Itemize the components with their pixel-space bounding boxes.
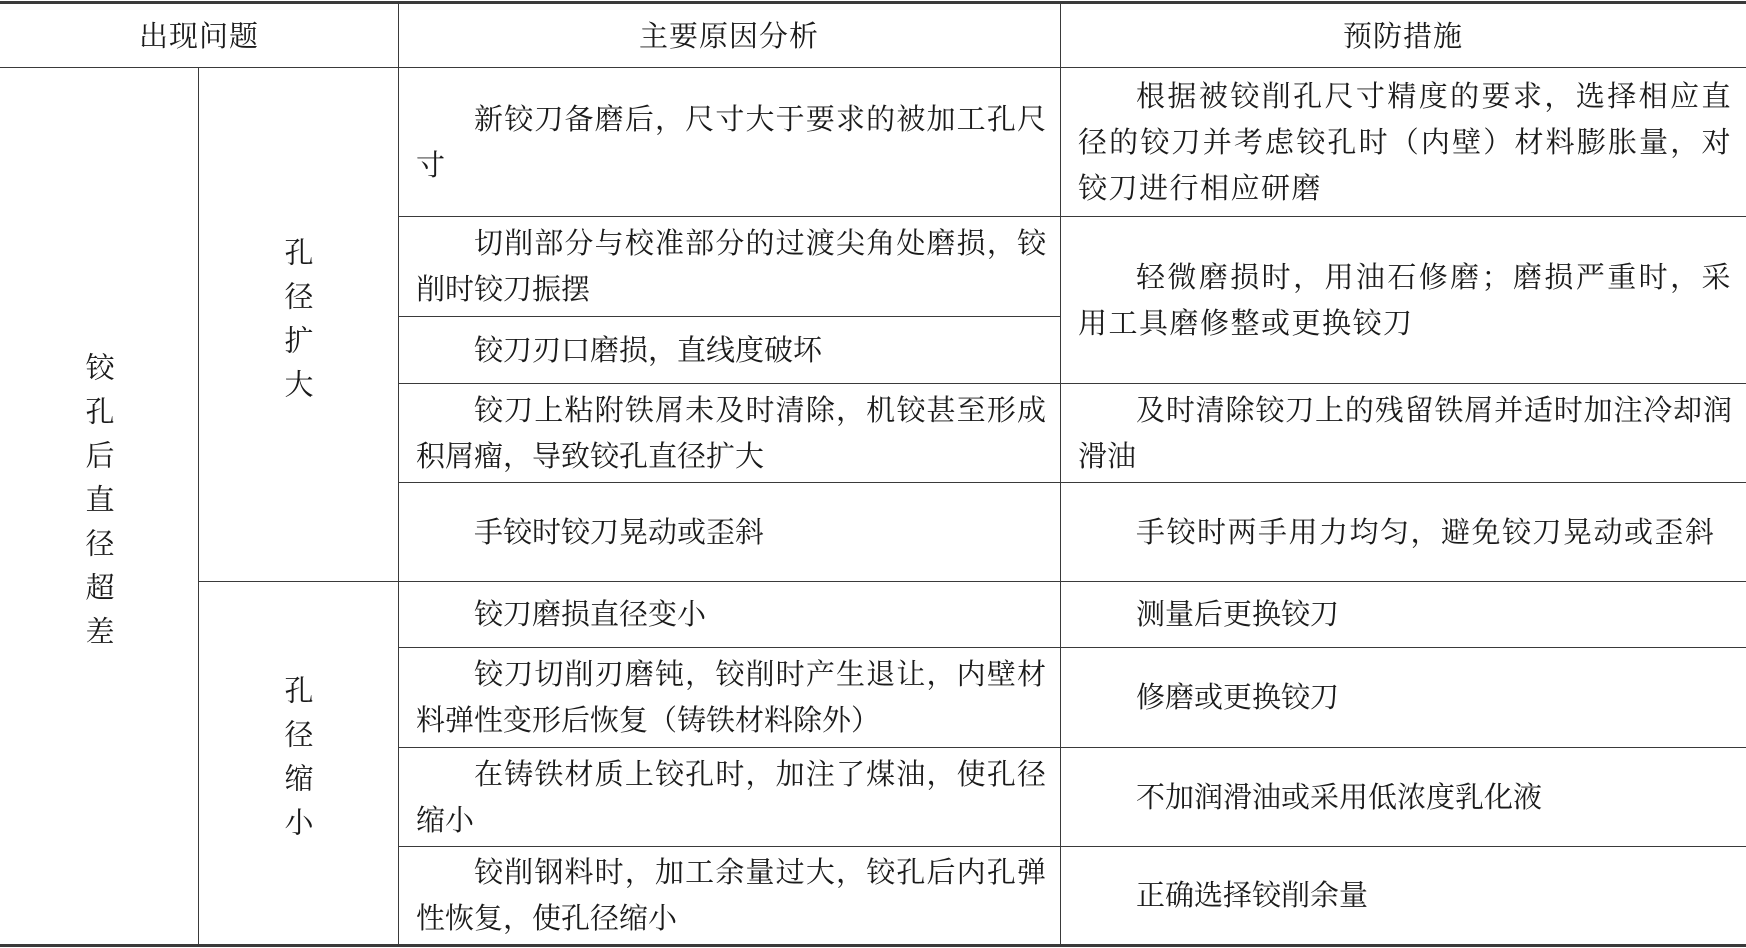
prevention-cell: [1060, 747, 1746, 846]
cause-text: 切削部分与校准部分的过渡尖角处磨损，铰削时铰刀振摆: [416, 226, 1046, 306]
prevention-text: 正确选择铰削余量: [1136, 878, 1369, 912]
prevention-text: 手铰时两手用力均匀，避免铰刀晃动或歪斜: [1136, 514, 1716, 549]
cause-text: 铰刀切削刃磨钝，铰削时产生退让，内壁材料弹性变形后恢复（铸铁材料除外）: [416, 657, 1046, 737]
prevention-text: 轻微磨损时，用油石修磨；磨损严重时，采用工具磨修整或更换铰刀: [1078, 259, 1732, 340]
cause-cell: [398, 846, 1060, 944]
prevention-text: 不加润滑油或采用低浓度乳化液: [1136, 779, 1543, 814]
cause-text: 铰削钢料时，加工余量过大，铰孔后内孔弹性恢复，使孔径缩小: [416, 855, 1046, 935]
prevention-cell: [1060, 846, 1746, 944]
prevention-cell: [1060, 581, 1746, 647]
cause-cell: [398, 316, 1060, 383]
prevention-cell: [1060, 216, 1746, 383]
cause-text: 手铰时铰刀晃动或歪斜: [474, 514, 765, 549]
cause-cell: [398, 482, 1060, 581]
cause-cell: [398, 647, 1060, 747]
prevention-text: 及时清除铰刀上的残留铁屑并适时加注冷却润滑油: [1078, 392, 1732, 473]
prevention-cell: [1060, 383, 1746, 482]
cause-cell: [398, 581, 1060, 647]
cause-cell: [398, 67, 1060, 216]
group-label-enlarged: 孔径扩大: [280, 236, 315, 413]
cause-text: 铰刀刃口磨损，直线度破坏: [474, 332, 823, 367]
cause-text: 在铸铁材质上铰孔时，加注了煤油，使孔径缩小: [416, 756, 1046, 837]
cause-text: 新铰刀备磨后，尺寸大于要求的被加工孔尺寸: [416, 101, 1046, 182]
cause-cell: [398, 216, 1060, 316]
prevention-text: 修磨或更换铰刀: [1136, 680, 1340, 714]
prevention-text: 测量后更换铰刀: [1136, 597, 1340, 631]
prevention-cell: [1060, 482, 1746, 581]
prevention-cell: [1060, 647, 1746, 747]
header-problem: 出现问题: [138, 19, 259, 53]
header-prevention: 预防措施: [1342, 19, 1463, 53]
cause-cell: [398, 383, 1060, 482]
cause-cell: [398, 747, 1060, 846]
header-cause: 主要原因分析: [638, 19, 819, 53]
group-label-reduced: 孔径缩小: [280, 675, 315, 851]
prevention-text: 根据被铰削孔尺寸精度的要求，选择相应直径的铰刀并考虑铰孔时（内壁）材料膨胀量，对铰刀进行相应研磨: [1078, 78, 1732, 205]
prevention-cell: [1060, 67, 1746, 216]
problem-label: 铰孔后直径超差: [81, 352, 116, 660]
cause-text: 铰刀磨损直径变小: [474, 597, 707, 631]
cause-text: 铰刀上粘附铁屑未及时清除，机铰甚至形成积屑瘤，导致铰孔直径扩大: [416, 392, 1046, 473]
